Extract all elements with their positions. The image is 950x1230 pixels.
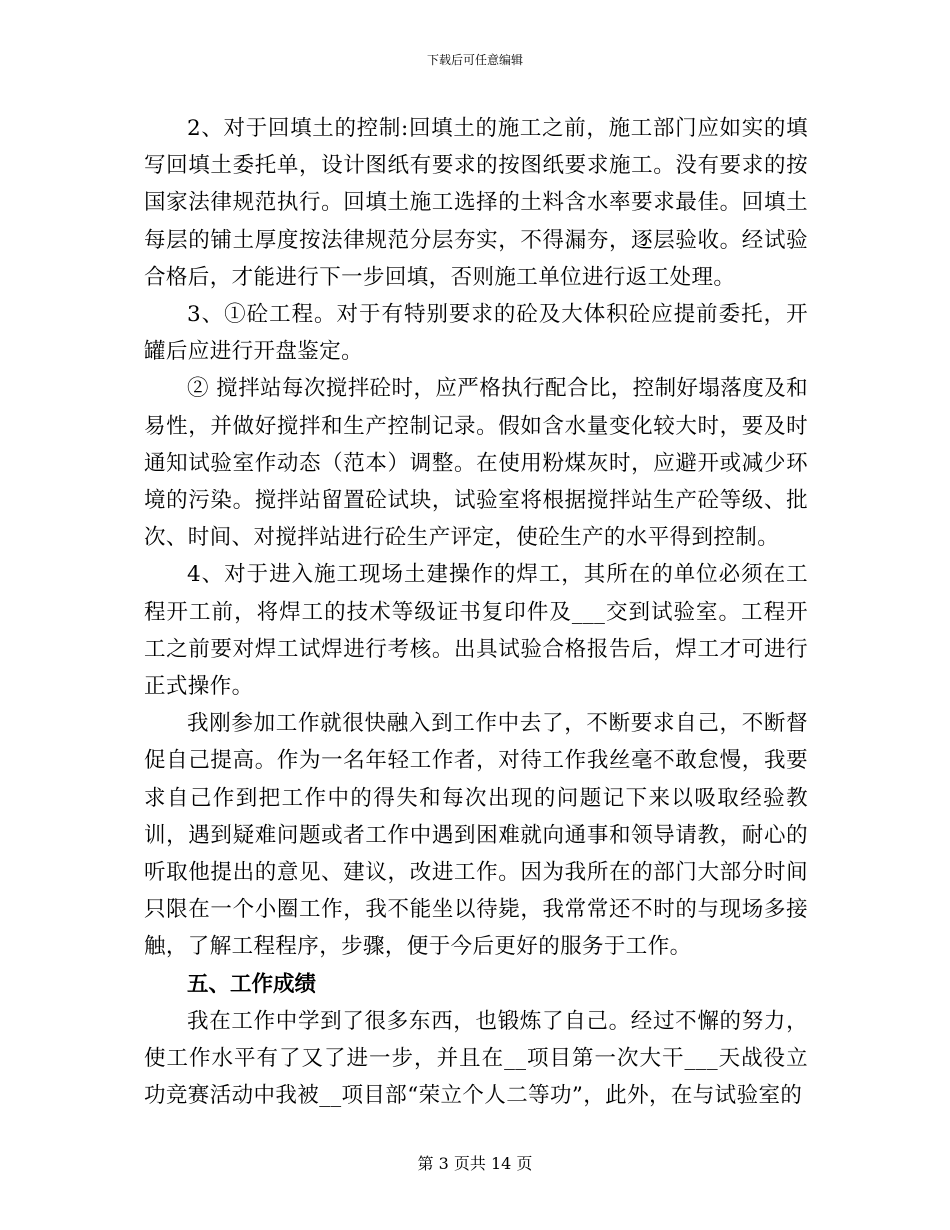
paragraph-welder-assessment: 4、对于进入施工现场土建操作的焊工，其所在的单位必须在工程开工前，将焊工的技术等级证书复印件及___交到试验室。工程开工之前要对焊工试焊进行考核。出具试验合格报告后，焊工才可进行正式操作。 [144,562,808,700]
page-number-footer: 第 3 页共 14 页 [417,1154,533,1173]
paragraph-work-attitude: 我刚参加工作就很快融入到工作中去了，不断要求自己，不断督促自己提高。作为一名年轻工作者，对待工作我丝毫不敢怠慢，我要求自己作到把工作中的得失和每次出现的问题记下来以吸取经验教训，遇到疑难问题或者工作中遇到困难就向通事和领导请教，耐心的听取他提出的意见、建议，改进工作。因为我所在的部门大部分时间只限在一个小圈工作，我不能坐以待毙，我常常还不时的与现场多接触，了解工程程序，步骤，便于今后更好的服务于工作。 [144,711,808,960]
page-header-note: 下载后可任意编辑 [426,53,523,67]
paragraph-achievements: 我在工作中学到了很多东西，也锻炼了自己。经过不懈的努力，使工作水平有了又了进一步，并且在__项目第一次大干___天战役立功竞赛活动中我被__项目部“荣立个人二等功”，此外，在与试验室的 [144,1008,808,1109]
paragraph-concrete-works: 3、①砼工程。对于有特别要求的砼及大体积砼应提前委托，开罐后应进行开盘鉴定。 [144,302,808,365]
section-heading-achievements: 五、工作成绩 [187,971,317,997]
paragraph-backfill-control: 2、对于回填土的控制:回填土的施工之前，施工部门应如实的填写回填土委托单，设计图纸有要求的按图纸要求施工。没有要求的按国家法律规范执行。回填土施工选择的土料含水率要求最佳。回填土每层的铺土厚度按法律规范分层夯实，不得漏夯，逐层验收。经试验合格后，才能进行下一步回填，否则施工单位进行返工处理。 [144,116,808,290]
paragraph-mixing-station: ② 搅拌站每次搅拌砼时，应严格执行配合比，控制好塌落度及和易性，并做好搅拌和生产控制记录。假如含水量变化较大时，要及时通知试验室作动态（范本）调整。在使用粉煤灰时，应避开或减少环境的污染。搅拌站留置砼试块，试验室将根据搅拌站生产砼等级、批次、时间、对搅拌站进行砼生产评定，使砼生产的水平得到控制。 [144,376,808,551]
document-body [144,110,808,1114]
